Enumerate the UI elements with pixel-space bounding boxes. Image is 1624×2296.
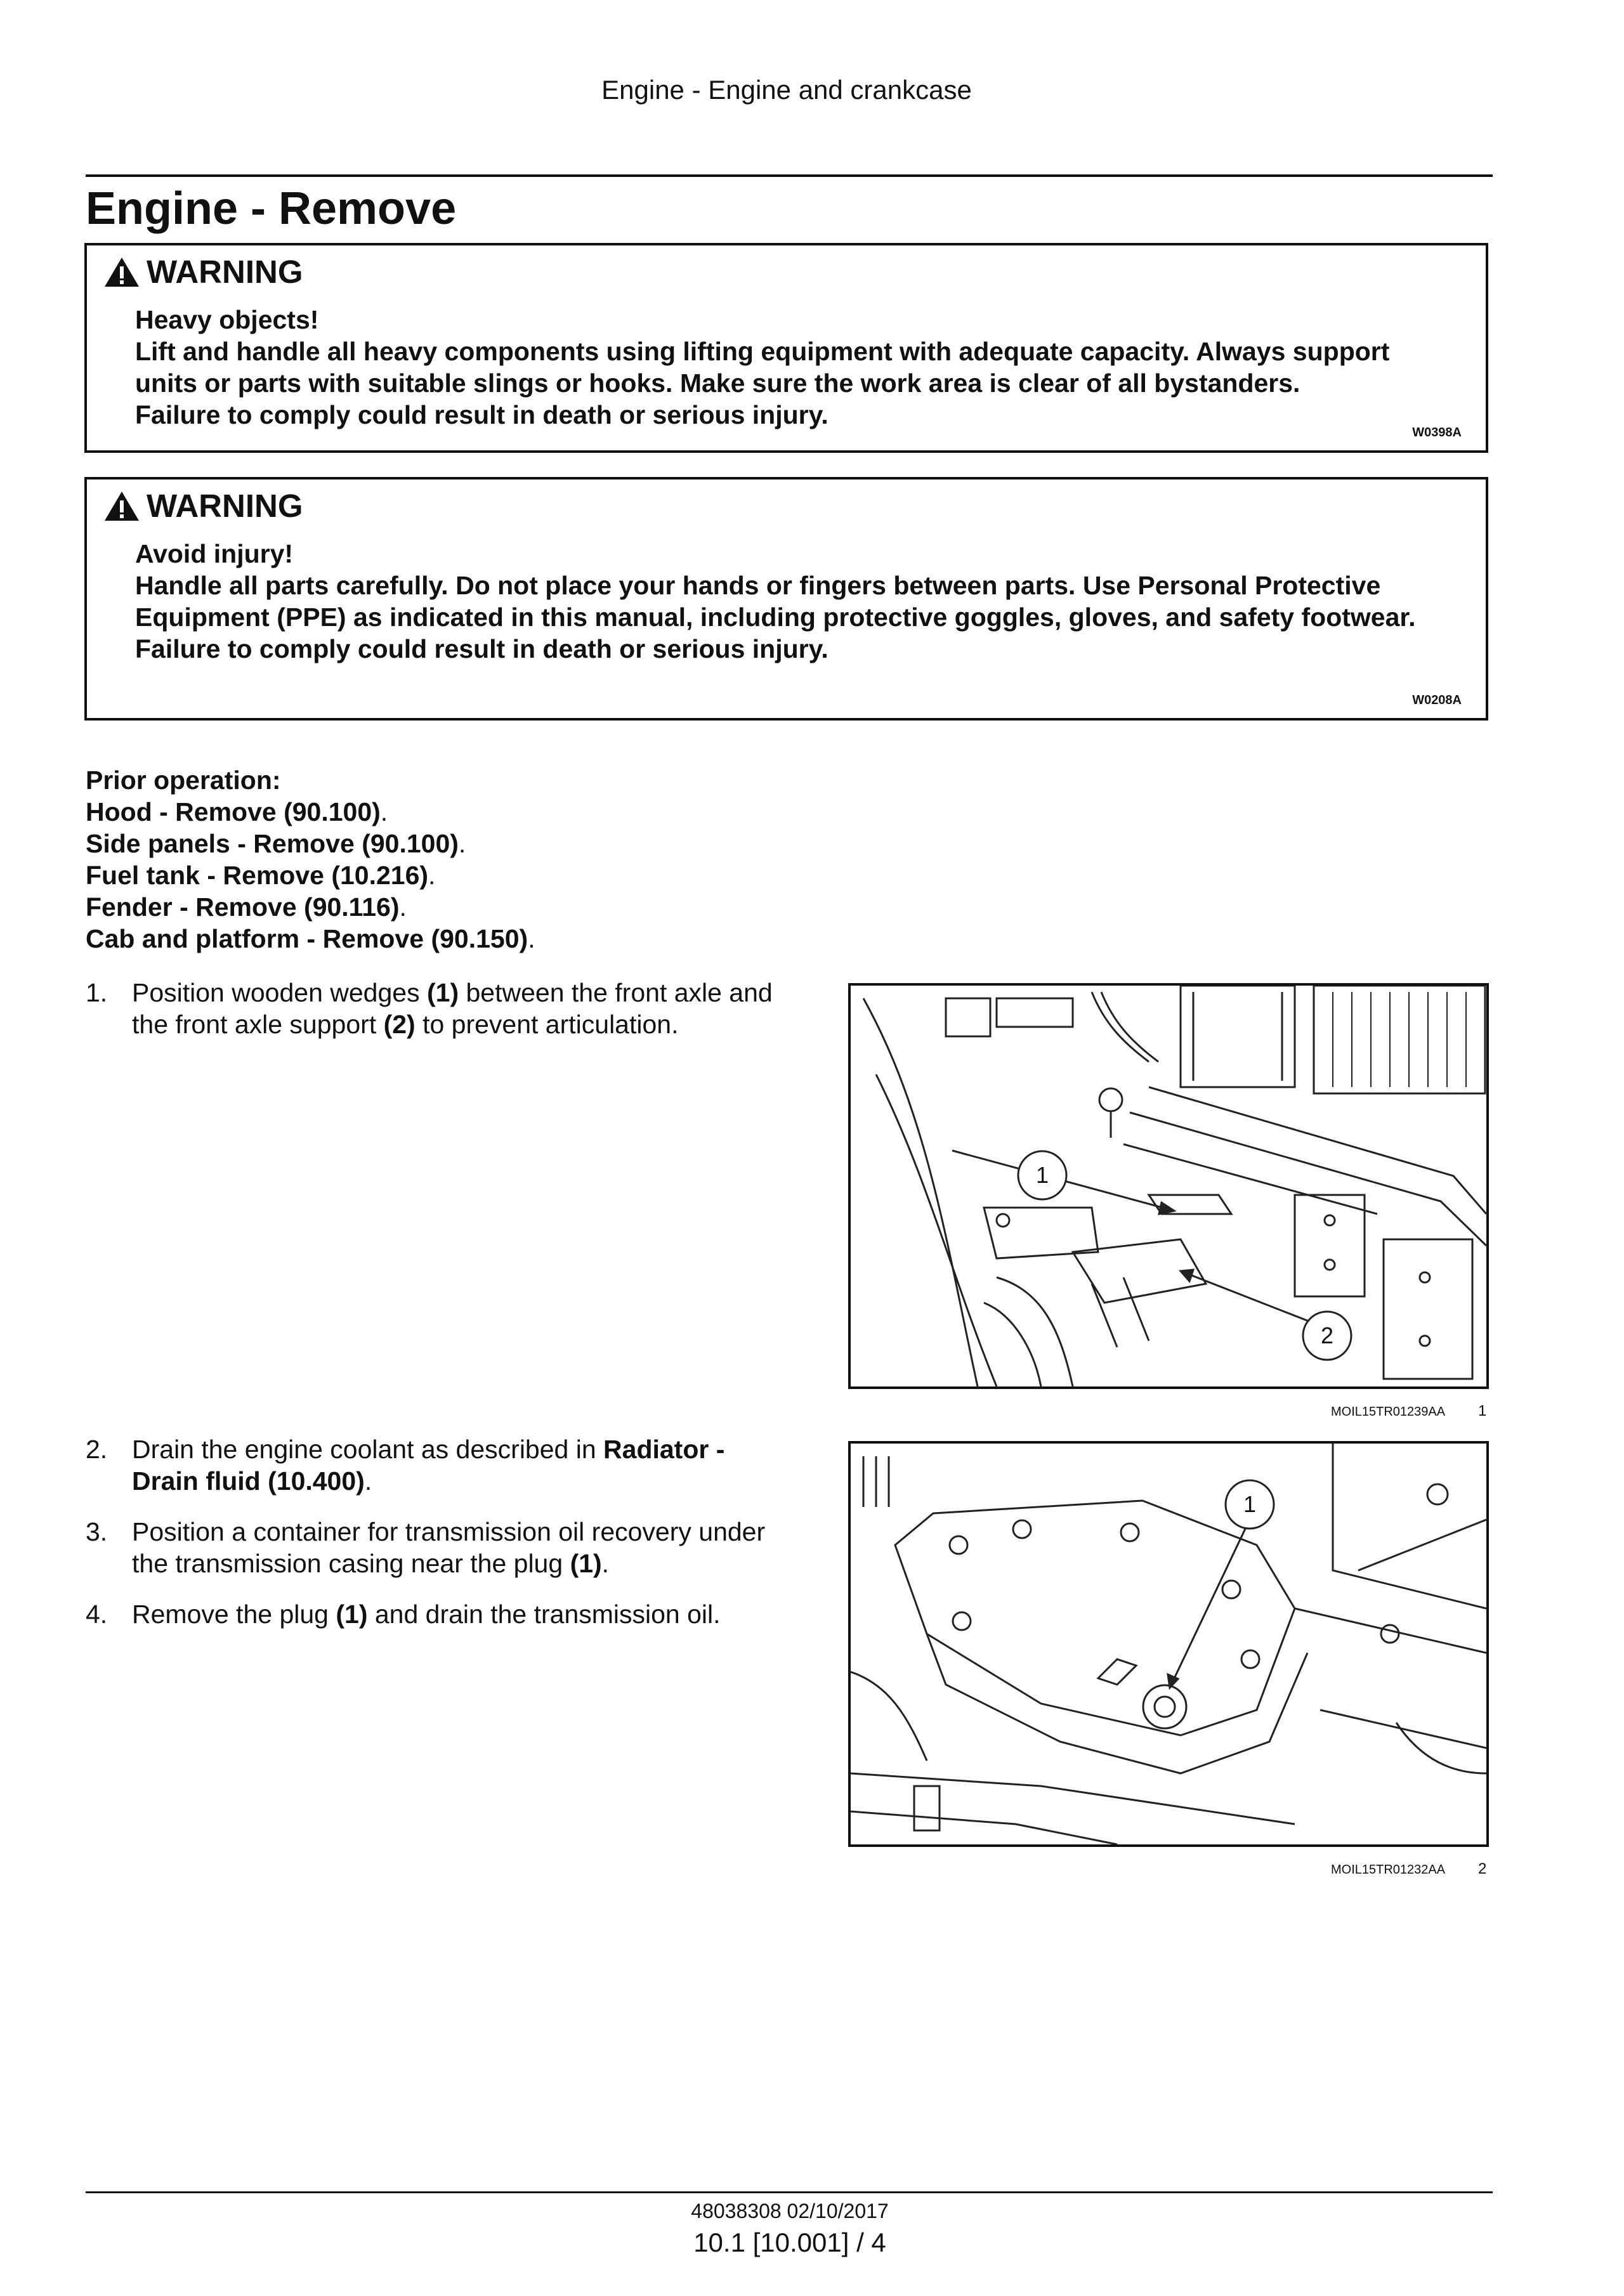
warning-box-avoid-injury [84, 477, 1488, 721]
warning-box-heavy-objects [84, 243, 1488, 453]
warning-triangle-icon [103, 490, 140, 522]
warning-heading [103, 253, 303, 290]
transmission-illustration [851, 1444, 1486, 1844]
footer-page-number: 10.1 [10.001] / 4 [693, 2228, 886, 2257]
step-text: and drain the transmission oil. [367, 1600, 721, 1629]
figure-front-axle-wedges [848, 983, 1489, 1389]
callout-ref: (1) [570, 1549, 602, 1578]
running-header: Engine - Engine and crankcase [601, 75, 972, 105]
warning-line: Lift and handle all heavy components using lifting equipment with adequate capacity. Always support units or parts with suitable slings or hooks. Make sure the work area is clear of all bystanders. [135, 337, 1390, 398]
callout-ref: (1) [336, 1600, 368, 1629]
step-number: 1. [86, 978, 108, 1007]
axle-illustration [851, 986, 1486, 1386]
step-text: between the front axle and the front axle support [132, 978, 773, 1039]
warning-line: Heavy objects! [135, 305, 319, 334]
callout-label: 2 [1320, 1322, 1334, 1348]
warning-line: Failure to comply could result in death or serious injury. [135, 634, 828, 663]
prior-operation-link[interactable]: Hood - Remove (90.100) [86, 797, 381, 826]
step-text: Drain the engine coolant as described in [132, 1435, 604, 1464]
warning-line: Failure to comply could result in death or serious injury. [135, 400, 828, 429]
warning-code: W0208A [1412, 693, 1462, 707]
figure-number: 1 [1478, 1402, 1487, 1419]
callout-ref: (2) [383, 1010, 416, 1039]
step-number: 4. [86, 1600, 108, 1629]
prior-operation: Prior operation: Hood - Remove (90.100). Side panels - Remove (90.100). Fuel tank - Remove (10.216). Fender - Remove (90.116). Cab and platform - Remove (90.150). [86, 766, 535, 953]
warning-heading [103, 487, 303, 525]
warning-triangle-icon [103, 256, 140, 288]
warning-line: Avoid injury! [135, 539, 294, 568]
step-text: Remove the plug [132, 1600, 336, 1629]
step-item [86, 1516, 793, 1579]
prior-operation-link[interactable]: Fender - Remove (90.116) [86, 892, 400, 922]
warning-code: W0398A [1412, 426, 1462, 440]
footer-doc-id: 48038308 02/10/2017 [691, 2200, 889, 2222]
step-text: Position a container for transmission oil recovery under the transmission casing near the plug [132, 1517, 766, 1578]
warning-line: Handle all parts carefully. Do not place your hands or fingers between parts. Use Personal Protective Equipment (PPE) as indicated in this manual, including protective goggles, gloves, and safety footwear. [135, 571, 1416, 632]
figure-caption: MOIL15TR01239AA [1331, 1405, 1446, 1419]
step-item [86, 977, 793, 1040]
footer-rule [86, 2191, 1493, 2193]
callout-label: 1 [1243, 1491, 1257, 1517]
warning-label: WARNING [147, 254, 303, 290]
prior-operation-link[interactable]: Fuel tank - Remove (10.216) [86, 861, 429, 890]
prior-operation-label: Prior operation: [86, 766, 281, 795]
cross-reference-link[interactable]: Radiator - Drain fluid (10.400) [132, 1435, 725, 1496]
procedure-steps [86, 977, 793, 1059]
prior-operation-link[interactable]: Cab and platform - Remove (90.150) [86, 924, 528, 953]
header-rule [86, 174, 1493, 177]
step-item [86, 1433, 793, 1497]
step-text: . [364, 1466, 372, 1496]
figure-transmission-plug [848, 1441, 1489, 1847]
step-number: 2. [86, 1435, 108, 1464]
step-number: 3. [86, 1517, 108, 1546]
step-text: . [601, 1549, 610, 1578]
figure-number: 2 [1478, 1860, 1487, 1877]
callout-label: 1 [1035, 1162, 1049, 1188]
callout-ref: (1) [426, 978, 459, 1007]
warning-label: WARNING [147, 488, 303, 524]
step-text: Position wooden wedges [132, 978, 427, 1007]
page-title: Engine - Remove [86, 183, 457, 234]
procedure-steps [86, 1433, 793, 1649]
prior-operation-link[interactable]: Side panels - Remove (90.100) [86, 829, 459, 858]
warning-text [135, 304, 1455, 431]
figure-caption: MOIL15TR01232AA [1331, 1863, 1446, 1877]
step-text: to prevent articulation. [415, 1010, 679, 1039]
warning-text [135, 538, 1455, 665]
step-item [86, 1598, 793, 1630]
